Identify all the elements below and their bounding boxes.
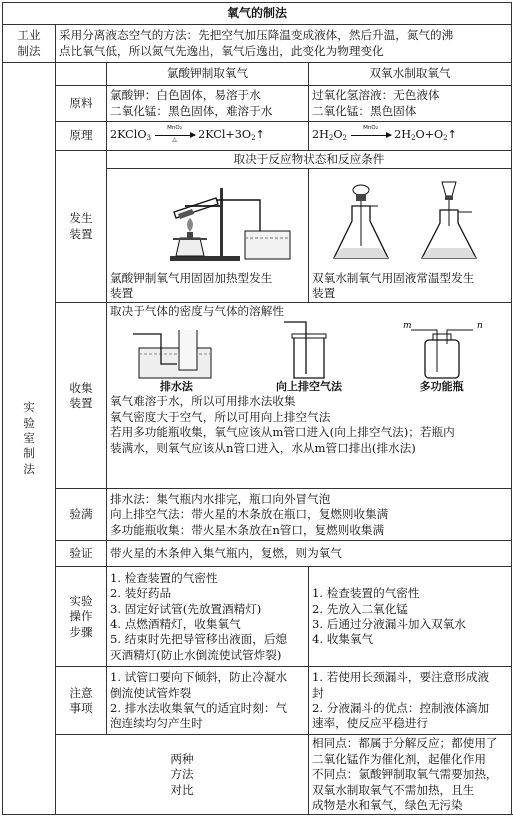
empty-header-cell xyxy=(56,63,107,86)
oxygen-table xyxy=(2,2,512,815)
equation-kclo3: 2KClO$_3$ MnO₂ △ $2KCl+3O_2↑$ xyxy=(107,122,309,151)
materials-kclo3: 氯酸钾：白色固体，易溶于水 二氧化锰：黑色固体，难溶于水 xyxy=(107,86,309,122)
apparatus-kclo3-text: 氯酸钾制氧气用固固加热型发生 装置 xyxy=(110,270,273,300)
collection-text: 氧气难溶于水，所以可用排水法收集 氧气密度大于空气，所以可用向上排空气法 若用多功能瓶收集，氧气应该从m管口进入(向上排空气法)；若瓶内 装满水，则氧气应该从n管口进入，水从m管口排出(排水法) xyxy=(110,394,455,455)
apparatus-label: 发生 装置 xyxy=(56,151,107,303)
collection-cell xyxy=(107,303,512,489)
fullcheck-label: 验满 xyxy=(56,489,107,541)
compare-text: 相同点：都属于分解反应；都使用了二氧化锰作为催化剂，起催化作用 不同点：氯酸钾制取氧气需要加热，双氧水制取氧气不需加热，且生 成物是水和氧气，绿色无污染 xyxy=(309,735,512,815)
multi-function-bottle-figure xyxy=(397,320,487,395)
upward-air-figure xyxy=(264,320,354,395)
materials-label: 原料 xyxy=(56,86,107,122)
solid-liquid-apparatus-figure xyxy=(312,176,507,266)
equation-h2o2: $2H_2O_2$ MnO₂ $2H_2O+O_2↑$ xyxy=(309,122,512,151)
apparatus-kclo3-cell xyxy=(107,169,309,303)
oxygen-preparation-sheet xyxy=(2,2,511,815)
port-m-label: m xyxy=(402,320,412,331)
notes-label: 注意 事项 xyxy=(56,667,107,735)
table-title: 氧气的制法 xyxy=(3,3,512,25)
steps-h2o2: 1. 检查装置的气密性 2. 先放入二氧化锰 3. 后通过分液漏斗加入双氧水 4. 收集氧气 xyxy=(309,567,512,667)
header-kclo3: 氯酸钾制取氧气 xyxy=(107,63,309,86)
apparatus-note: 取决于反应物状态和反应条件 xyxy=(107,151,512,169)
principle-label: 原理 xyxy=(56,122,107,151)
collection-figures xyxy=(110,320,508,395)
apparatus-h2o2-text: 双氧水制氧气用固液常温型发生 装置 xyxy=(312,270,475,300)
verify-text: 带火星的木条伸入集气瓶内，复燃，则为氧气 xyxy=(107,541,512,567)
compare-label: 两种 方法 对比 xyxy=(56,735,309,815)
reaction-arrow: MnO₂ △ xyxy=(155,130,195,140)
label-upward-air: 向上排空气法 xyxy=(276,379,342,393)
verify-label: 验证 xyxy=(56,541,107,567)
industry-label: 工业 制法 xyxy=(3,25,56,63)
collection-label: 收集 装置 xyxy=(56,303,107,489)
steps-label: 实验 操作 步骤 xyxy=(56,567,107,667)
apparatus-h2o2-cell xyxy=(309,169,512,303)
steps-kclo3: 1. 检查装置的气密性 2. 装好药品 3. 固定好试管(先放置酒精灯) 4. 点燃酒精灯，收集氧气 5. 结束时先把导管移出液面，后熄 灭酒精灯(防止水倒流使试管炸裂) xyxy=(107,567,309,667)
collection-note: 取决于气体的密度与气体的溶解性 xyxy=(110,304,284,319)
label-multi-function-bottle: 多功能瓶 xyxy=(419,379,464,393)
upward-air-icon xyxy=(264,320,354,380)
notes-kclo3: 1. 试管口要向下倾斜，防止冷凝水 倒流使试管炸裂 2. 排水法收集氧气的适宜时刻：气 泡连续均匀产生时 xyxy=(107,667,309,735)
notes-h2o2: 1. 若使用长颈漏斗，要注意形成液 封 2. 分液漏斗的优点：控制液体滴加 速率，使反应平稳进行 xyxy=(309,667,512,735)
reaction-arrow: MnO₂ xyxy=(351,130,391,140)
water-displacement-icon xyxy=(131,320,221,380)
solid-heating-apparatus-figure xyxy=(110,176,305,266)
multi-function-bottle-icon xyxy=(397,320,487,380)
header-h2o2: 双氧水制取氧气 xyxy=(309,63,512,86)
industry-text: 采用分离液态空气的方法：先把空气加压降温变成液体，然后升温，氮气的沸 点比氧气低，所以氮气先逸出，氧气后逸出，此变化为物理变化 xyxy=(56,25,512,63)
materials-h2o2: 过氧化氢溶液：无色液体 二氧化锰：黑色固体 xyxy=(309,86,512,122)
lab-method-label: 实 验 室 制 法 xyxy=(3,63,56,815)
water-displacement-figure xyxy=(131,320,221,395)
port-n-label: n xyxy=(476,320,483,331)
fullcheck-text: 排水法：集气瓶内水排完，瓶口向外冒气泡 向上排空气法：带火星的木条放在瓶口，复燃则收集满 多功能瓶收集：带火星木条放在n管口，复燃则收集满 xyxy=(107,489,512,541)
label-water-displacement: 排水法 xyxy=(159,379,193,393)
